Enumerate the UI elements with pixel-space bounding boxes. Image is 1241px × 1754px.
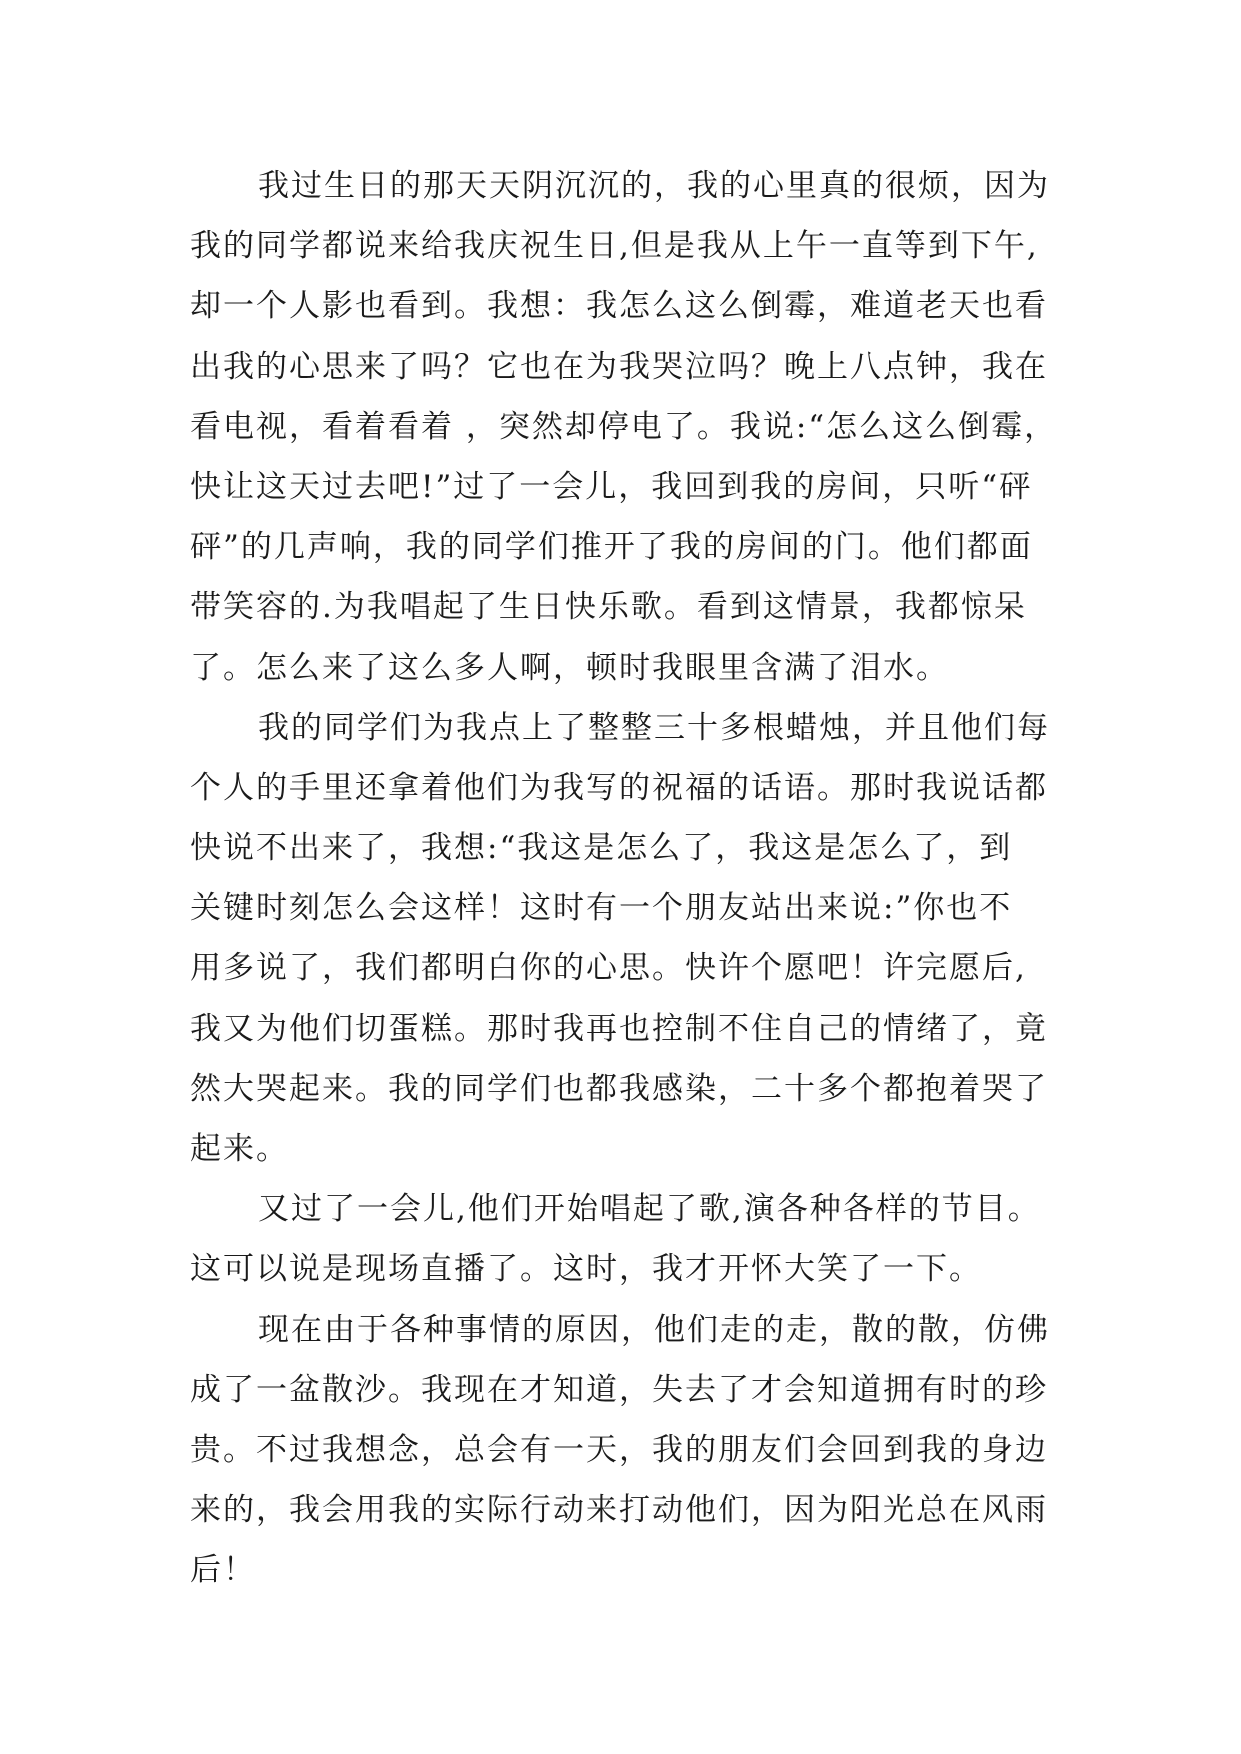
text-line: 个人的手里还拿着他们为我写的祝福的话语。那时我说话都 [190,769,1048,806]
text-line: 关键时刻怎么会这样！这时有一个朋友站出来说:”你也不 [190,890,1013,927]
text-line: 我过生日的那天天阴沉沉的，我的心里真的很烦，因为 [258,168,1050,204]
text-line: 后！ [190,1552,256,1589]
text-line: 用多说了，我们都明白你的心思。快许个愿吧！许完愿后, [190,950,1027,987]
text-line: 来的，我会用我的实际行动来打动他们，因为阳光总在风雨 [190,1492,1048,1529]
text-line: 快说不出来了，我想:“我这是怎么了，我这是怎么了，到 [190,830,1013,867]
paragraph-4 [190,1300,1090,1601]
text-line: 然大哭起来。我的同学们也都我感染，二十多个都抱着哭了 [190,1070,1048,1107]
text-line: 砰”的几声响，我的同学们推开了我的房间的门。他们都面 [190,529,1033,566]
text-line: 现在由于各种事情的原因，他们走的走，散的散，仿佛 [258,1311,1050,1348]
paragraph-1 [190,156,1090,698]
text-line: 我又为他们切蛋糕。那时我再也控制不住自己的情绪了，竟 [190,1010,1048,1047]
text-line: 我的同学都说来给我庆祝生日,但是我从上午一直等到下午, [190,228,1039,265]
text-line: 成了一盆散沙。我现在才知道，失去了才会知道拥有时的珍 [190,1371,1048,1408]
paragraph-2 [190,698,1090,1180]
text-line: 带笑容的.为我唱起了生日快乐歌。看到这情景，我都惊呆 [190,589,1027,626]
paragraph-3 [190,1179,1090,1299]
essay-body [190,156,1090,1601]
text-line: 起来。 [190,1131,289,1167]
text-line: 却一个人影也看到。我想：我怎么这么倒霉，难道老天也看 [190,288,1048,325]
text-line: 出我的心思来了吗？它也在为我哭泣吗？晚上八点钟，我在 [190,348,1048,385]
text-line: 这可以说是现场直播了。这时，我才开怀大笑了一下。 [190,1251,982,1288]
text-line: 了。怎么来了这么多人啊，顿时我眼里含满了泪水。 [190,649,949,686]
text-line: 快让这天过去吧!”过了一会儿，我回到我的房间，只听“砰 [190,468,1033,505]
text-line: 又过了一会儿,他们开始唱起了歌,演各种各样的节目。 [258,1191,1041,1228]
text-line: 看电视，看着看着 ，突然却停电了。我说:“怎么这么倒霉， [190,408,1058,445]
text-line: 贵。不过我想念，总会有一天，我的朋友们会回到我的身边 [190,1431,1048,1468]
text-line: 我的同学们为我点上了整整三十多根蜡烛，并且他们每 [258,709,1050,746]
